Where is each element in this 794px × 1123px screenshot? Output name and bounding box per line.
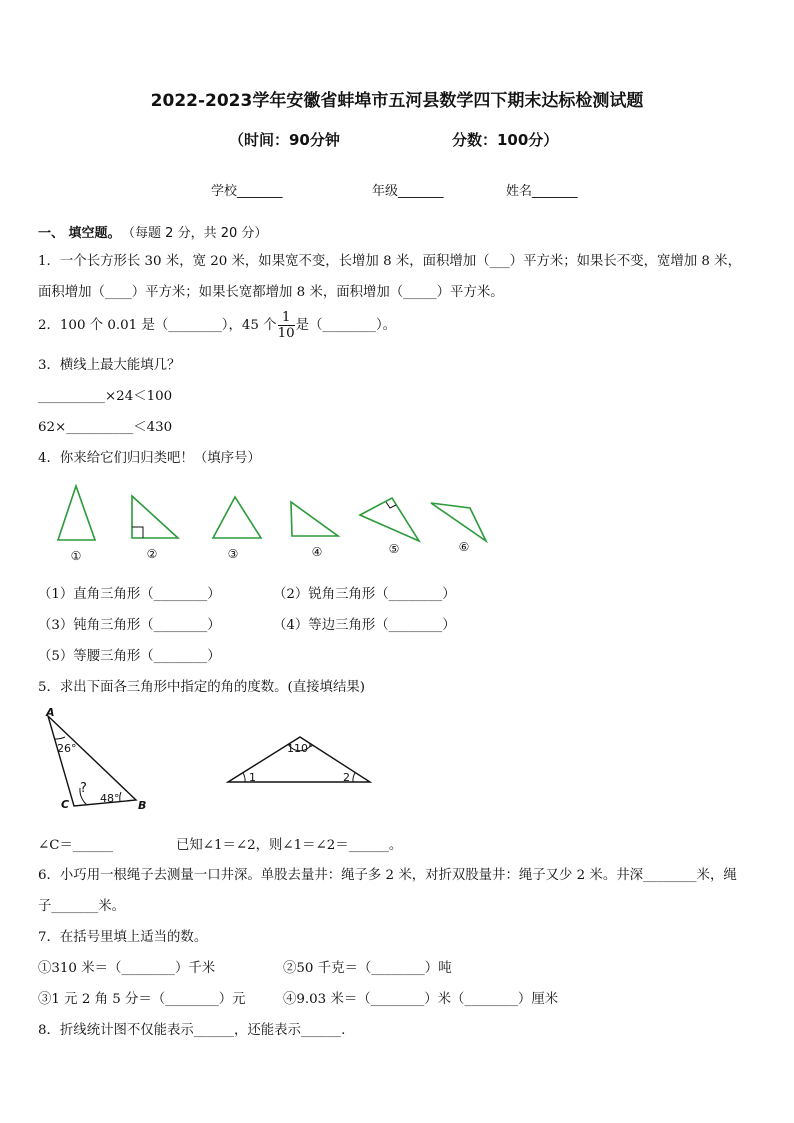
- triangle-label-4: ④: [311, 545, 323, 559]
- q7-item-4: ④9.03 米＝（________）米（________）厘米: [283, 992, 559, 1007]
- triangle-label-3: ③: [227, 547, 239, 561]
- vertex-c-label: C: [61, 798, 70, 811]
- q5-answer-2: 已知∠1＝∠2，则∠1＝∠2＝______。: [176, 838, 403, 853]
- angle-2-arc: [353, 773, 355, 782]
- angle-2-label: 2: [343, 771, 350, 784]
- q4-item-1: （1）直角三角形（________）: [38, 587, 221, 602]
- q7-item-1: ①310 米＝（________）千米: [38, 961, 216, 976]
- triangle-4: [291, 502, 338, 536]
- section-heading: 一、 填空题。: [38, 226, 121, 241]
- q4-item-2: （2）锐角三角形（________）: [273, 587, 456, 602]
- q6-line2: 子_______米。: [38, 899, 126, 914]
- section-note: （每题 2 分，共 20 分）: [128, 226, 268, 241]
- name-field: 姓名_______: [506, 184, 578, 199]
- triangle-label-6: ⑥: [458, 540, 470, 554]
- q6-line1: 6．小巧用一根绳子去测量一口井深。单股去量井：绳子多 2 米，对折双股量井：绳子又少 2 米。井深________米，绳: [38, 868, 737, 883]
- q4-title: 4．你来给它们归归类吧！（填序号）: [38, 451, 261, 466]
- fraction-numerator: 1: [278, 310, 295, 326]
- triangle-2: [132, 496, 178, 538]
- right-angle-mark-2: [132, 527, 143, 538]
- q7-item-2: ②50 千克＝（________）吨: [283, 961, 452, 976]
- exam-score: 分数：100分）: [452, 131, 559, 149]
- angle-top-value: 110°: [287, 742, 314, 755]
- q3-title: 3．横线上最大能填几？: [38, 358, 181, 373]
- angle-b-arc: [120, 792, 121, 801]
- q1-line2: 面积增加（____）平方米；如果长宽都增加 8 米，面积增加（_____）平方米。: [38, 285, 504, 300]
- angle-c-unknown: ?: [80, 781, 87, 796]
- vertex-a-label: A: [46, 706, 55, 719]
- school-field: 学校_______: [211, 184, 283, 199]
- section-title: [38, 222, 267, 241]
- angle-1-label: 1: [249, 771, 256, 784]
- q4-item-5: （5）等腰三角形（________）: [38, 649, 221, 664]
- triangle-label-1: ①: [70, 549, 82, 563]
- triangle-1: [58, 486, 95, 540]
- triangle-label-5: ⑤: [388, 542, 400, 556]
- q4-item-3: （3）钝角三角形（________）: [38, 618, 221, 633]
- angle-a-value: 26°: [57, 742, 77, 755]
- q5-triangles-figure: [0, 700, 794, 820]
- q4-triangles-figure: [0, 478, 794, 563]
- q3-eq2: 62×__________＜430: [38, 420, 173, 435]
- fraction: [278, 310, 295, 341]
- q8: 8．折线统计图不仅能表示______，还能表示______.: [38, 1023, 346, 1038]
- exam-time: （时间：90分钟: [229, 131, 340, 149]
- q1-line1: 1．一个长方形长 30 米，宽 20 米，如果宽不变，长增加 8 米，面积增加（___）平方米；如果长不变，宽增加 8 米，: [38, 254, 741, 269]
- q2: [38, 310, 396, 341]
- triangle-6: [431, 503, 486, 541]
- triangle-3: [213, 497, 261, 538]
- angle-a-arc: [55, 737, 65, 739]
- q2-pre: 2．100 个 0.01 是（________），45 个: [38, 318, 277, 333]
- q5-answer-1: ∠C＝______: [38, 838, 114, 853]
- q2-post: 是（________）。: [295, 318, 397, 333]
- q7-item-3: ③1 元 2 角 5 分＝（________）元: [38, 992, 246, 1007]
- triangle-5: [360, 498, 419, 541]
- fraction-denominator: 10: [277, 326, 295, 341]
- q7-title: 7．在括号里填上适当的数。: [38, 930, 208, 945]
- q4-item-4: （4）等边三角形（________）: [273, 618, 456, 633]
- triangle-label-2: ②: [146, 547, 158, 561]
- q3-eq1: __________×24＜100: [38, 389, 173, 404]
- page-title: 2022-2023学年安徽省蚌埠市五河县数学四下期末达标检测试题: [150, 91, 644, 111]
- angle-b-value: 48°: [100, 792, 120, 805]
- angle-1-arc: [243, 773, 245, 782]
- vertex-b-label: B: [138, 799, 147, 812]
- q5-title: 5．求出下面各三角形中指定的角的度数。(直接填结果): [38, 680, 365, 695]
- triangle-abc: [48, 716, 136, 806]
- grade-field: 年级_______: [372, 184, 444, 199]
